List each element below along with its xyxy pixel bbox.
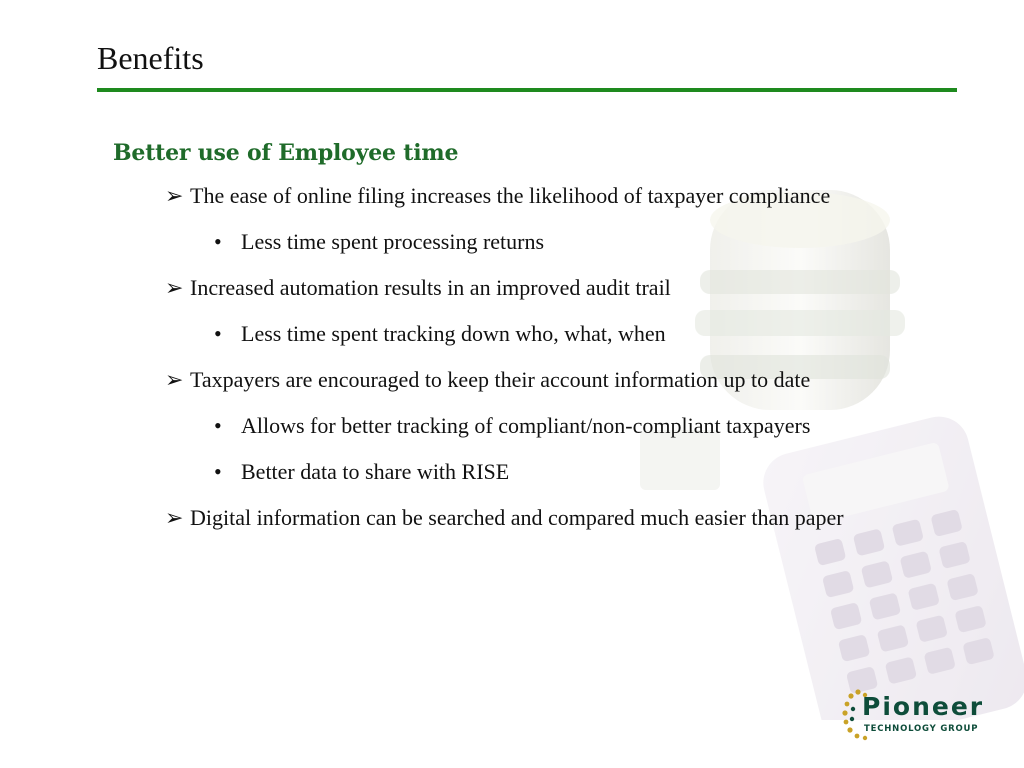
- sub-bullet-text: Less time spent tracking down who, what, when: [241, 321, 666, 346]
- slide-title: Benefits: [97, 40, 204, 76]
- bullet-item: [113, 272, 910, 303]
- sub-bullet-item: [113, 226, 901, 257]
- bullet-item: [113, 364, 910, 395]
- sub-bullet-item: [113, 318, 901, 349]
- arrow-bullet-icon: ➢: [165, 505, 184, 530]
- slide-body: [113, 140, 933, 548]
- bullet-text: The ease of online filing increases the likelihood of taxpayer compliance: [190, 183, 831, 208]
- section-heading: Better use of Employee time: [113, 140, 459, 166]
- arrow-bullet-icon: ➢: [165, 275, 184, 300]
- arrow-bullet-icon: ➢: [165, 367, 184, 392]
- sub-bullet-item: [113, 456, 901, 487]
- bullet-text: Digital information can be searched and compared much easier than paper: [190, 505, 844, 530]
- dot-bullet-icon: •: [214, 459, 222, 484]
- dot-bullet-icon: •: [214, 321, 222, 346]
- pioneer-logo: [842, 686, 1002, 746]
- sub-bullet-text: Better data to share with RISE: [241, 459, 510, 484]
- bullet-text: Increased automation results in an improved audit trail: [190, 275, 671, 300]
- dot-bullet-icon: •: [214, 413, 222, 438]
- logo-name: Pioneer: [862, 692, 985, 721]
- bullet-item: [113, 180, 910, 211]
- title-divider: [97, 88, 957, 92]
- logo-subtitle: TECHNOLOGY GROUP: [864, 724, 979, 734]
- bullet-text: Taxpayers are encouraged to keep their account information up to date: [190, 367, 811, 392]
- sub-bullet-item: [113, 410, 901, 441]
- sub-bullet-text: Allows for better tracking of compliant/non-compliant taxpayers: [241, 413, 811, 438]
- dot-bullet-icon: •: [214, 229, 222, 254]
- sub-bullet-text: Less time spent processing returns: [241, 229, 545, 254]
- arrow-bullet-icon: ➢: [165, 183, 184, 208]
- bullet-item: [113, 502, 910, 533]
